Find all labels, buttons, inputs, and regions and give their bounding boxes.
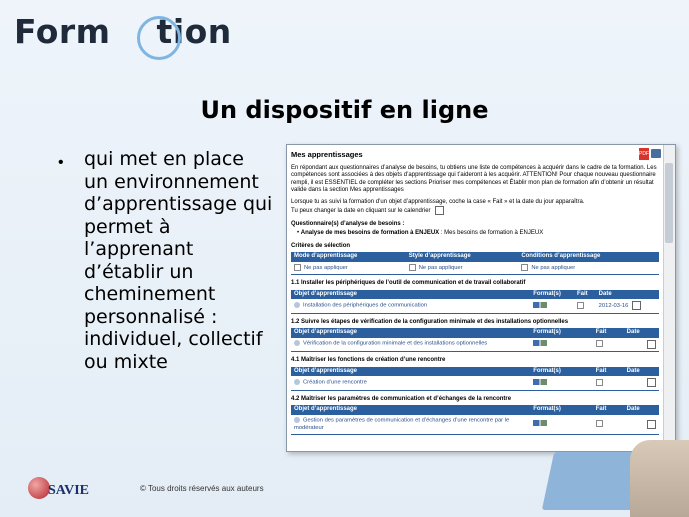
questionnaire-desc: : Mes besoins de formation à ENJEUX xyxy=(439,230,544,237)
format-icons[interactable] xyxy=(533,379,547,385)
section-title: 1.2 Suivre les étapes de vérification de la configuration minimale et des installations optionnelles xyxy=(291,318,569,325)
calendar-icon[interactable] xyxy=(647,420,656,429)
scroll-thumb[interactable] xyxy=(665,163,673,243)
logo-text-part2: tion xyxy=(156,12,232,51)
learning-table xyxy=(291,328,659,352)
person-image xyxy=(630,440,689,517)
criteria-checkbox[interactable] xyxy=(294,264,301,271)
slide-title: Un dispositif en ligne xyxy=(200,96,489,124)
bullet-icon: • xyxy=(58,154,64,171)
panel-instruction-2: Tu peux changer la date en cliquant sur le calendrier xyxy=(291,208,431,215)
panel-intro: En répondant aux questionnaires d’analyse de besoins, tu obtiens une liste de compétences à acquérir dans le cadre de ta formation. Les compétences sont associées à des objets d’apprentissage qui t’aideront à les acquérir. ATTENTION! Pour chaque nouveau questionnaire rempli, il est ESSENTIEL de compléter les sections Prioriser mes compétences et Établir mon plan de formation afin d’obtenir un résultat valide dans la section Mes apprentissages xyxy=(291,164,657,193)
calendar-icon[interactable] xyxy=(647,340,656,349)
learning-table xyxy=(291,290,659,314)
bullet-text: qui met en place un environnement d’apprentissage qui permet à l’apprenant d’établir un cheminement personnalisé : individuel, collectif ou mixte xyxy=(84,148,273,373)
screenshot-panel: PDF Mes apprentissages En répondant aux questionnaires d’analyse de besoins, tu obtiens une liste de compétences à acquérir dans le cadre de ta formation. Les compétences sont associées à des objets d’apprentissage qui t’aideront à les acquérir. ATTENTION! Pour chaque nouveau questionnaire rempli, il est ESSENTIEL de compléter les sections Prioriser mes compétences et Établir mon plan de formation afin d’obtenir un résultat valide dans la section Mes apprentissages Lorsque tu as suivi la formation d’un objet d’apprentissage, coche la case « Fait » et la date du jour apparaîtra. Tu peux changer la date en cliquant sur le calendrier Questionnaire(s) d’analyse de besoins : • Analyse de mes besoins de formation à ENJEUX : Mes besoins de formation à ENJEUX Critères de sélection Mode d’apprentissage Style d’apprentissage Conditions d’apprentissage Ne pas appliquer Ne pas appliquer Ne pas appliquer 1.1 Installer les périphériques de l’outil de communication et de travail collaboratif Objet d’apprentissage Format(s) Fait Date Installation des périphériques de communication 2012-03-16 1.2 Suivre les étapes de vérification de la configuration minimale et des installations optionnelles Objet d’apprentissage Format(s) Fait Date Vérification de la configuration minimale et des installations optionnelles 4.1 Maîtriser les fonctions de création d’une rencontre Objet d’apprentissage Format(s) Fait Date Création d’une rencontre 4.2 Maîtriser les paramètres de communication et d’échanges de la rencontre Objet d’apprentissage Format(s) Fait Date Gestion des paramètres de communication et d’échanges d’une rencontre par le modérateur xyxy=(286,144,676,452)
at-sign-icon xyxy=(137,16,181,60)
calendar-icon[interactable] xyxy=(435,206,444,215)
object-link[interactable]: Vérification de la configuration minimale et des installations optionnelles xyxy=(303,340,488,347)
col-formats: Format(s) xyxy=(530,405,593,415)
format-icons[interactable] xyxy=(533,340,547,346)
col-date: Date xyxy=(624,367,659,377)
done-checkbox[interactable] xyxy=(577,302,584,309)
col-done: Fait xyxy=(593,328,624,338)
globe-icon xyxy=(28,477,50,499)
calendar-icon[interactable] xyxy=(632,301,641,310)
criteria-header: Mode d’apprentissage xyxy=(291,252,406,262)
learning-table xyxy=(291,367,659,391)
info-icon[interactable] xyxy=(294,417,300,423)
col-date: Date xyxy=(624,328,659,338)
questionnaires-label: Questionnaire(s) d’analyse de besoins : xyxy=(291,220,405,227)
info-icon[interactable] xyxy=(294,340,300,346)
col-done: Fait xyxy=(593,367,624,377)
object-link[interactable]: Création d’une rencontre xyxy=(303,379,367,386)
savie-text: SAVIE xyxy=(48,483,89,498)
criteria-checkbox[interactable] xyxy=(521,264,528,271)
section-title: 4.1 Maîtriser les fonctions de création d’une rencontre xyxy=(291,357,446,364)
done-date: 2012-03-16 xyxy=(598,303,629,310)
panel-instruction-1: Lorsque tu as suivi la formation d’un objet d’apprentissage, coche la case « Fait » et la date du jour apparaîtra. xyxy=(291,198,585,205)
object-link[interactable]: Gestion des paramètres de communication et d’échanges d’une rencontre par le modérateur xyxy=(294,417,510,431)
col-date: Date xyxy=(596,290,659,300)
criteria-checkbox[interactable] xyxy=(409,264,416,271)
section-title: 1.1 Installer les périphériques de l’outil de communication et de travail collaboratif xyxy=(291,280,526,287)
col-object: Objet d’apprentissage xyxy=(291,328,530,338)
learning-table xyxy=(291,405,659,435)
col-formats: Format(s) xyxy=(530,367,593,377)
formation-logo xyxy=(14,12,244,64)
table-row xyxy=(291,415,659,435)
table-row xyxy=(291,376,659,390)
logo-text-part1: Form xyxy=(14,12,111,51)
criteria-value: Ne pas appliquer xyxy=(418,264,463,271)
done-checkbox[interactable] xyxy=(596,379,603,386)
laptop-photo xyxy=(520,440,689,517)
criteria-header: Conditions d’apprentissage xyxy=(518,252,659,262)
object-link[interactable]: Installation des périphériques de communication xyxy=(303,302,428,309)
col-object: Objet d’apprentissage xyxy=(291,290,530,300)
criteria-header: Style d’apprentissage xyxy=(406,252,519,262)
questionnaire-link[interactable]: Analyse de mes besoins de formation à ENJEUX xyxy=(300,230,440,237)
table-row xyxy=(291,338,659,352)
panel-heading: Mes apprentissages xyxy=(291,150,363,159)
col-done: Fait xyxy=(574,290,596,300)
criteria-label: Critères de sélection xyxy=(291,242,351,249)
pdf-icon[interactable]: PDF xyxy=(639,148,649,160)
col-done: Fait xyxy=(593,405,624,415)
criteria-value: Ne pas appliquer xyxy=(531,264,576,271)
logo-text xyxy=(14,12,232,51)
col-object: Objet d’apprentissage xyxy=(291,405,530,415)
calendar-icon[interactable] xyxy=(647,378,656,387)
format-icons[interactable] xyxy=(533,420,547,426)
copyright: © Tous droits réservés aux auteurs xyxy=(140,484,264,493)
info-icon[interactable] xyxy=(294,379,300,385)
criteria-value: Ne pas appliquer xyxy=(304,264,348,271)
col-date: Date xyxy=(624,405,659,415)
done-checkbox[interactable] xyxy=(596,340,603,347)
savie-logo xyxy=(28,477,108,501)
table-row xyxy=(291,299,659,313)
col-formats: Format(s) xyxy=(530,328,593,338)
criteria-table xyxy=(291,252,659,275)
format-icons[interactable] xyxy=(533,302,547,308)
scrollbar[interactable] xyxy=(663,145,675,451)
info-icon[interactable] xyxy=(294,302,300,308)
done-checkbox[interactable] xyxy=(596,420,603,427)
col-formats: Format(s) xyxy=(530,290,574,300)
section-title: 4.2 Maîtriser les paramètres de communication et d’échanges de la rencontre xyxy=(291,395,512,402)
col-object: Objet d’apprentissage xyxy=(291,367,530,377)
